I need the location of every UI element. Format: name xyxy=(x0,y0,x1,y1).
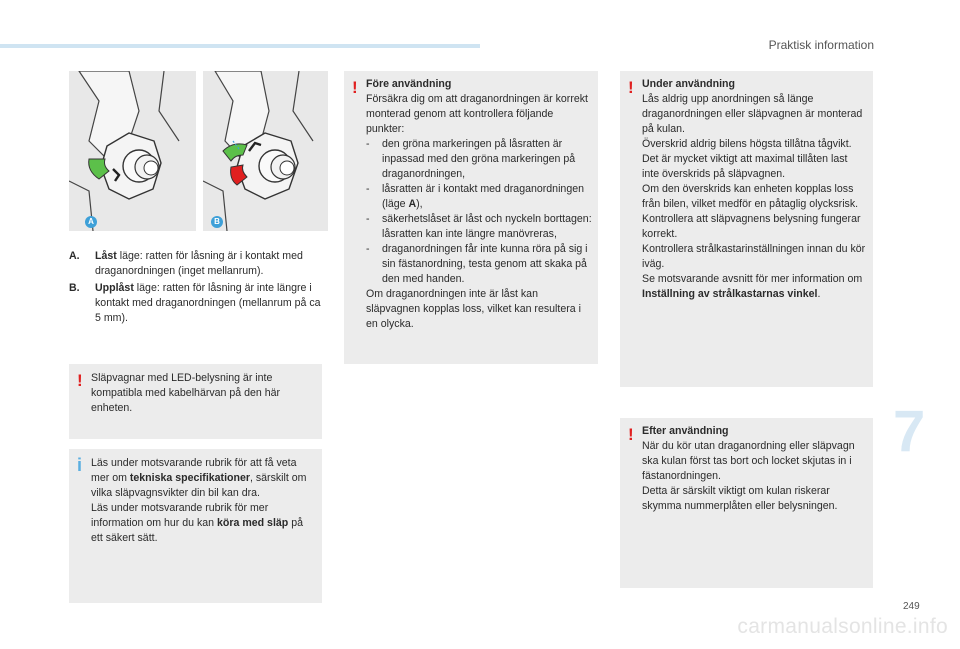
during-use-line: Överskrid aldrig bilens högsta tillåtna tågvikt. xyxy=(642,138,852,150)
before-use-box xyxy=(344,71,598,364)
warning-icon: ! xyxy=(628,78,634,97)
tow-hook-locked-drawing xyxy=(69,71,196,231)
list-item: - låsratten är i kontakt med draganordningen (läge A), xyxy=(366,183,584,210)
tow-hook-unlocked-drawing xyxy=(203,71,328,231)
after-use-box xyxy=(620,418,873,588)
after-use-heading: Efter användning xyxy=(642,425,729,437)
before-use-outro: Om draganordningen inte är låst kan släpvagnen kopplas loss, vilket kan resultera i en olycka. xyxy=(366,288,581,330)
before-use-intro: Försäkra dig om att draganordningen är korrekt monterad genom att kontrollera följande punkter: xyxy=(366,93,588,135)
illustration-locked xyxy=(69,71,196,231)
page-number: 249 xyxy=(903,601,920,612)
definition-term: Upplåst xyxy=(95,282,134,294)
during-use-box xyxy=(620,71,873,387)
definition-key: A. xyxy=(69,250,80,262)
after-use-text: Detta är särskilt viktigt om kulan riskerar skymma nummerplåten eller belysningen. xyxy=(642,485,838,512)
watermark: carmanualsonline.info xyxy=(737,615,948,638)
info-box xyxy=(69,449,322,603)
illustration-unlocked xyxy=(203,71,328,231)
list-item: - den gröna markeringen på låsratten är inpassad med den gröna markeringen på draganordningen, xyxy=(366,138,576,180)
figure-label-a: A xyxy=(85,216,97,228)
figure-label-b: B xyxy=(211,216,223,228)
definition-text: läge: ratten för låsning är inte längre i kontakt med draganordningen (mellanrum på ca 5 mm). xyxy=(95,282,321,324)
warning-icon: ! xyxy=(352,78,358,97)
chapter-number: 7 xyxy=(893,399,926,464)
during-use-line: Kontrollera strålkastarinställningen innan du kör iväg. xyxy=(642,243,866,270)
info-paragraph-1: Läs under motsvarande rubrik för att få veta mer om tekniska specifikationer, särskilt om vilka släpvagnsvikter din bil kan dra. xyxy=(91,457,307,499)
list-item: - säkerhetslåset är låst och nyckeln borttagen: låsratten kan inte längre manövreras, xyxy=(366,213,592,240)
led-warning-box xyxy=(69,364,322,439)
before-use-heading: Före användning xyxy=(366,78,452,90)
led-warning-text: Släpvagnar med LED-belysning är inte kompatibla med kabelhärvan på den här enheten. xyxy=(91,372,281,414)
after-use-text: När du kör utan draganordning eller släpvagn ska kulan först tas bort och locket skjutas in i fästanordningen. xyxy=(642,440,855,482)
during-use-line: Om den överskrids kan enheten kopplas loss från bilen, vilket medför en påtaglig olycksrisk. xyxy=(642,183,859,210)
during-use-reference: Se motsvarande avsnitt för mer information om Inställning av strålkastarnas vinkel. xyxy=(642,273,863,300)
definition-key: B. xyxy=(69,282,80,294)
definition-text: läge: ratten för låsning är i kontakt med draganordningen (inget mellanrum). xyxy=(95,250,303,277)
list-item: - draganordningen får inte kunna röra på sig i sin fästanordning, testa genom att skaka på den med handen. xyxy=(366,243,588,285)
during-use-line: Lås aldrig upp anordningen så länge draganordningen eller släpvagnen är monterad på kulan. xyxy=(642,93,863,135)
warning-icon: ! xyxy=(77,371,83,390)
during-use-heading: Under användning xyxy=(642,78,735,90)
section-title: Praktisk information xyxy=(768,38,874,52)
info-icon: i xyxy=(77,455,83,475)
definition-term: Låst xyxy=(95,250,117,262)
info-paragraph-2: Läs under motsvarande rubrik för mer information om hur du kan köra med släp på ett säkert sätt. xyxy=(91,502,303,544)
warning-icon: ! xyxy=(628,425,634,444)
during-use-line: Det är mycket viktigt att maximal tillåten last inte överskrids på släpvagnen. xyxy=(642,153,848,180)
during-use-line: Kontrollera att släpvagnens belysning fungerar korrekt. xyxy=(642,213,861,240)
before-use-checklist xyxy=(366,137,592,287)
definition-b xyxy=(69,281,329,326)
header-bar xyxy=(0,44,480,48)
definition-a xyxy=(69,249,329,279)
